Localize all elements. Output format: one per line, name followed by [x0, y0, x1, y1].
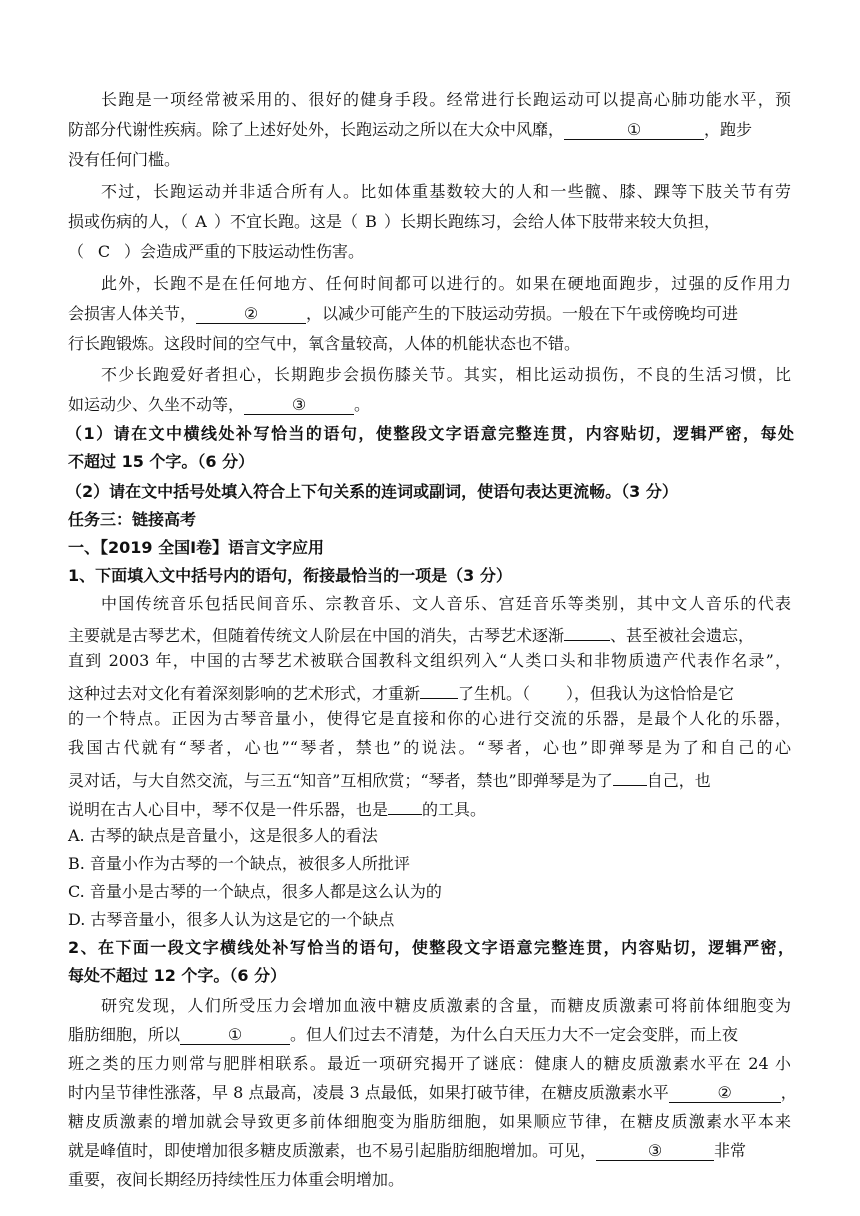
text: 的工具。 — [422, 800, 487, 819]
text: 了生机。（ — [458, 684, 531, 703]
passage1-line: 行长跑锻炼。这段时间的空气中，氧含量较高，人体的机能状态也不错。 — [68, 334, 581, 353]
text: 。但人们过去不清楚，为什么白天压力大不一定会变胖，而上夜 — [290, 1025, 739, 1044]
passage3-line — [68, 1025, 738, 1047]
text: 灵对话，与大自然交流，与三五“知音”互相欣赏；“琴者，禁也”即弹琴是为了 — [68, 771, 613, 790]
text: ）会造成严重的下肢运动性伤害。 — [124, 242, 365, 261]
passage1-line — [68, 304, 738, 326]
passage2-line — [68, 767, 711, 789]
answer-blank-3: ③ — [244, 396, 354, 415]
answer-blank — [420, 680, 458, 699]
answer-blank-2: ② — [196, 305, 306, 324]
question-2-title: 2、在下面一段文字横线处补写恰当的语句，使整段文字语意完整连贯，内容贴切，逻辑严密， — [68, 938, 794, 957]
text: 时内呈节律性涨落，早 8 点最高，凌晨 3 点最低，如果打破节律，在糖皮质激素水平 — [68, 1083, 669, 1102]
passage1-line: 没有任何门槛。 — [68, 150, 181, 169]
passage2-line — [68, 680, 734, 702]
answer-blank-1: ① — [180, 1026, 290, 1045]
passage1-line: 不少长跑爱好者担心，长期跑步会损伤膝关节。其实，相比运动损伤，不良的生活习惯，比 — [101, 365, 791, 384]
answer-blank-3: ③ — [596, 1142, 714, 1161]
text: ，跑步 — [704, 120, 753, 139]
text: ， — [780, 1083, 797, 1102]
text: ）长期长跑练习，会给人体下肢带来较大负担， — [384, 212, 721, 231]
bracket-mark-c: C — [97, 242, 111, 261]
passage2-line: 我国古代就有“琴者，心也”“琴者，禁也”的说法。“琴者，心也”即弹琴是为了和自己的心 — [68, 738, 791, 757]
text: 自己，也 — [646, 771, 711, 790]
text: 、甚至被社会遗忘， — [610, 626, 755, 645]
answer-blank — [613, 767, 647, 786]
passage1-line: 此外，长跑不是在任何地方、任何时间都可以进行的。如果在硬地面跑步，过强的反作用力 — [101, 274, 791, 293]
passage2-line: 直到 2003 年，中国的古琴艺术被联合国教科文组织列入“人类口头和非物质遗产代表作名录”， — [68, 651, 791, 670]
text: 防部分代谢性疾病。除了上述好处外，长跑运动之所以在大众中风靡， — [68, 120, 565, 139]
text: ），但我认为这恰恰是它 — [566, 684, 735, 703]
question-2-instruction: （2）请在文中括号处填入符合上下句关系的连词或副词，使语句表达更流畅。（3 分） — [66, 482, 678, 501]
passage1-line — [68, 242, 364, 264]
passage1-line — [68, 395, 370, 417]
question-1-instruction-cont: 不超过 15 个字。（6 分） — [68, 452, 255, 471]
answer-blank — [388, 796, 422, 815]
passage2-line: 中国传统音乐包括民间音乐、宗教音乐、文人音乐、宫廷音乐等类别，其中文人音乐的代表 — [101, 594, 791, 613]
option-a: A. 古琴的缺点是音量小，这是很多人的看法 — [68, 826, 378, 845]
text: 主要就是古琴艺术，但随着传统文人阶层在中国的消失，古琴艺术逐渐 — [68, 626, 565, 645]
text: 损或伤病的人，（ — [68, 212, 189, 231]
option-d: D. 古琴音量小，很多人认为这是它的一个缺点 — [68, 910, 395, 929]
text: 就是峰值时，即使增加很多糖皮质激素，也不易引起脂肪细胞增加。可见， — [68, 1141, 597, 1160]
text: ，以减少可能产生的下肢运动劳损。一般在下午或傍晚均可进 — [306, 304, 739, 323]
task3-heading: 任务三：链接高考 — [68, 510, 197, 529]
text: 。 — [354, 395, 371, 414]
passage3-line: 班之类的压力则常与肥胖相联系。最近一项研究揭开了谜底：健康人的糖皮质激素水平在 24 小 — [68, 1054, 791, 1073]
text: ）不宜长跑。这是（ — [214, 212, 359, 231]
question-title: 1、下面填入文中括号内的语句，衔接最恰当的一项是（3 分） — [68, 566, 512, 585]
text: 会损害人体关节， — [68, 304, 197, 323]
question-1-instruction: （1）请在文中横线处补写恰当的语句，使整段文字语意完整连贯，内容贴切，逻辑严密，每处 — [66, 424, 794, 443]
passage3-line: 糖皮质激素的增加就会导致更多前体细胞变为脂肪细胞，如果顺应节律，在糖皮质激素水平本来 — [68, 1112, 791, 1131]
passage3-line — [68, 1141, 746, 1163]
passage3-line — [68, 1083, 797, 1105]
answer-blank-1: ① — [564, 121, 704, 140]
text: 说明在古人心目中，琴不仅是一件乐器，也是 — [68, 800, 389, 819]
passage3-line: 研究发现，人们所受压力会增加血液中糖皮质激素的含量，而糖皮质激素可将前体细胞变为 — [101, 996, 791, 1015]
passage1-line: 长跑是一项经常被采用的、很好的健身手段。经常进行长跑运动可以提高心肺功能水平，预 — [101, 90, 791, 109]
passage2-line — [68, 622, 754, 644]
bracket-mark-a: A — [195, 212, 207, 231]
passage1-line — [68, 212, 720, 234]
passage1-line — [68, 120, 752, 142]
option-b: B. 音量小作为古琴的一个缺点，被很多人所批评 — [68, 854, 410, 873]
text: 这种过去对文化有着深刻影响的艺术形式，才重新 — [68, 684, 421, 703]
bracket-mark-b: B — [365, 212, 377, 231]
passage2-line: 的一个特点。正因为古琴音量小，使得它是直接和你的心进行交流的乐器，是最个人化的乐器， — [68, 709, 791, 728]
text: （ — [68, 242, 85, 261]
option-c: C. 音量小是古琴的一个缺点，很多人都是这么认为的 — [68, 882, 442, 901]
passage1-line: 不过，长跑运动并非适合所有人。比如体重基数较大的人和一些髋、膝、踝等下肢关节有劳 — [101, 182, 791, 201]
answer-blank-2: ② — [669, 1084, 781, 1103]
text: 如运动少、久坐不动等， — [68, 395, 245, 414]
section-heading: 一、【2019 全国Ⅰ卷】语言文字应用 — [68, 538, 325, 557]
text: 非常 — [714, 1141, 747, 1160]
passage3-line: 重要，夜间长期经历持续性压力体重会明增加。 — [68, 1170, 405, 1189]
text: 脂肪细胞，所以 — [68, 1025, 181, 1044]
answer-blank — [564, 622, 610, 641]
question-2-title-cont: 每处不超过 12 个字。（6 分） — [68, 966, 287, 985]
passage2-line — [68, 796, 486, 818]
